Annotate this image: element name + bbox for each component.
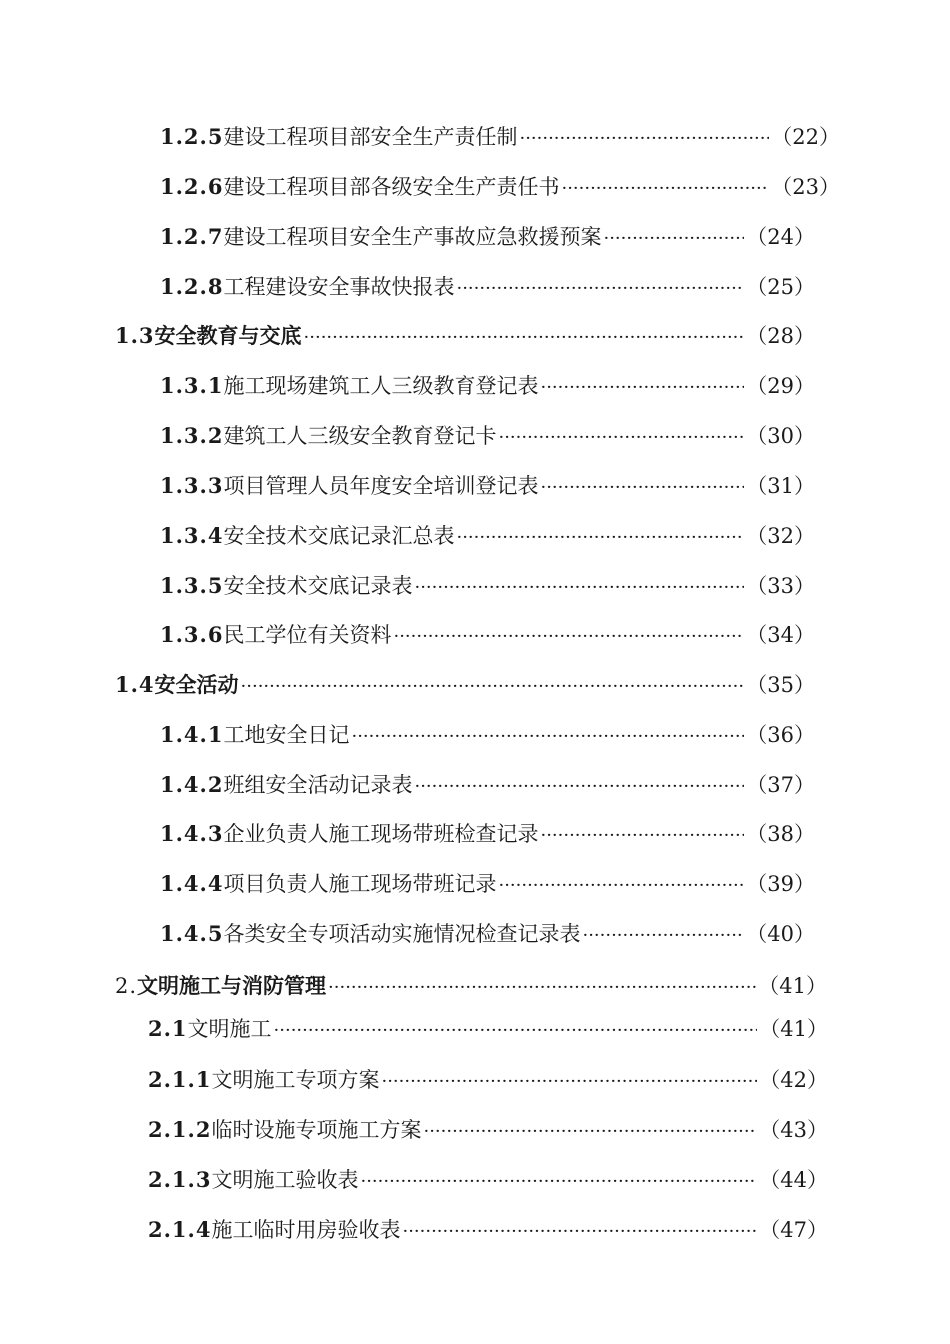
- toc-entry-page: （33）: [746, 574, 815, 598]
- toc-entry-page: （28）: [746, 324, 815, 348]
- toc-leader-dots: [456, 272, 744, 302]
- toc-entry-number: 2.1.2: [148, 1117, 212, 1142]
- toc-leader-dots: [519, 122, 769, 152]
- toc-entry-number: 1.2.5: [160, 124, 224, 149]
- toc-entry-page: （31）: [746, 474, 815, 498]
- toc-entry-number: 1.2.7: [160, 224, 224, 249]
- toc-entry-number: 2.1: [148, 1016, 188, 1041]
- toc-leader-dots: [423, 1115, 757, 1145]
- toc-entry-page: （41）: [759, 1017, 828, 1041]
- toc-entry-title: 安全教育与交底: [154, 323, 302, 348]
- toc-entry: [160, 471, 815, 501]
- toc-chapter: [115, 971, 827, 1001]
- toc-entry-page: （36）: [746, 723, 815, 747]
- toc-entry: [160, 421, 815, 451]
- toc-leader-dots: [561, 172, 769, 202]
- toc-entry-title: 工地安全日记: [223, 723, 350, 747]
- toc-entry-number: 1.4: [115, 672, 155, 697]
- toc-entry: [160, 222, 815, 252]
- toc-entry-number: 1.4.4: [160, 871, 224, 896]
- toc-entry-title: 文明施工: [187, 1017, 272, 1041]
- toc-entry: [160, 869, 815, 899]
- toc-entry-number: 1.3.2: [160, 423, 224, 448]
- toc-entry-title: 施工临时用房验收表: [211, 1218, 401, 1242]
- toc-entry: [160, 521, 815, 551]
- toc-entry: [160, 571, 815, 601]
- toc-entry: [160, 172, 840, 202]
- toc-entry-number: 2.1.3: [148, 1167, 212, 1192]
- toc-entry-title: 民工学位有关资料: [223, 623, 392, 647]
- toc-leader-dots: [540, 371, 744, 401]
- toc-entry-page: （34）: [746, 623, 815, 647]
- toc-entry-title: 施工现场建筑工人三级教育登记表: [223, 374, 539, 398]
- toc-entry-number: 1.3: [115, 323, 155, 348]
- toc-leader-dots: [304, 321, 745, 351]
- toc-entry-page: （43）: [759, 1118, 828, 1142]
- toc-entry-page: （24）: [746, 225, 815, 249]
- toc-entry-title: 项目管理人员年度安全培训登记表: [223, 474, 539, 498]
- toc-entry-number: 1.3.4: [160, 523, 224, 548]
- toc-leader-dots: [414, 571, 744, 601]
- toc-leader-dots: [241, 670, 745, 700]
- toc-entry-title: 建设工程项目部安全生产责任制: [223, 125, 518, 149]
- toc-leader-dots: [603, 222, 744, 252]
- toc-entry-page: （29）: [746, 374, 815, 398]
- toc-entry: [160, 770, 815, 800]
- toc-entry: [160, 122, 840, 152]
- toc-entry: [148, 1115, 828, 1145]
- toc-entry-number: 1.3.5: [160, 573, 224, 598]
- toc-entry-title: 工程建设安全事故快报表: [223, 275, 455, 299]
- toc-entry-page: （37）: [746, 773, 815, 797]
- toc-entry: [160, 371, 815, 401]
- toc-entry-number: 1.4.2: [160, 772, 224, 797]
- toc-entry-page: （39）: [746, 872, 815, 896]
- toc-entry-number: 2.1.4: [148, 1217, 212, 1242]
- toc-entry-number: 1.2.8: [160, 274, 224, 299]
- toc-entry: [160, 919, 815, 949]
- toc-leader-dots: [274, 1014, 758, 1044]
- toc-entry: [160, 620, 815, 650]
- toc-entry: [148, 1065, 828, 1095]
- toc-leader-dots: [414, 770, 744, 800]
- toc-entry-number: 1.4.1: [160, 722, 224, 747]
- toc-leader-dots: [540, 819, 744, 849]
- toc-entry-number: 1.4.3: [160, 821, 224, 846]
- toc-entry: [148, 1215, 828, 1245]
- toc-entry-page: （25）: [746, 275, 815, 299]
- toc-section: [115, 321, 815, 351]
- toc-entry-title: 各类安全专项活动实施情况检查记录表: [223, 922, 581, 946]
- toc-entry-number: 2.1.1: [148, 1067, 212, 1092]
- toc-entry-title: 班组安全活动记录表: [223, 773, 413, 797]
- toc-entry-title: 建筑工人三级安全教育登记卡: [223, 424, 497, 448]
- toc-entry-page: （40）: [746, 922, 815, 946]
- toc-leader-dots: [582, 919, 744, 949]
- toc-entry: [160, 272, 815, 302]
- toc-entry-title: 企业负责人施工现场带班检查记录: [223, 822, 539, 846]
- toc-entry-number: 2.: [115, 974, 138, 998]
- toc-entry-title: 临时设施专项施工方案: [211, 1118, 422, 1142]
- toc-section: [115, 670, 815, 700]
- toc-leader-dots: [498, 869, 744, 899]
- toc-leader-dots: [402, 1215, 757, 1245]
- toc-entry-page: （44）: [759, 1168, 828, 1192]
- toc-entry-page: （32）: [746, 524, 815, 548]
- toc-leader-dots: [498, 421, 744, 451]
- toc-leader-dots: [360, 1165, 757, 1195]
- toc-entry-number: 1.3.1: [160, 373, 224, 398]
- toc-entry-page: （38）: [746, 822, 815, 846]
- toc-entry-number: 1.4.5: [160, 921, 224, 946]
- toc-entry-page: （23）: [771, 175, 840, 199]
- toc-entry-page: （30）: [746, 424, 815, 448]
- toc-entry-page: （41）: [758, 974, 827, 998]
- toc-entry-title: 文明施工专项方案: [211, 1068, 380, 1092]
- toc-entry-number: 1.2.6: [160, 174, 224, 199]
- toc-entry-page: （47）: [759, 1218, 828, 1242]
- toc-entry-page: （22）: [771, 125, 840, 149]
- toc-entry-title: 安全技术交底记录汇总表: [223, 524, 455, 548]
- toc-entry-page: （35）: [746, 673, 815, 697]
- toc-section: [148, 1014, 828, 1044]
- toc-entry: [160, 819, 815, 849]
- toc-entry-title: 文明施工与消防管理: [137, 973, 327, 998]
- toc-entry-title: 项目负责人施工现场带班记录: [223, 872, 497, 896]
- toc-entry-title: 建设工程项目部各级安全生产责任书: [223, 175, 560, 199]
- toc-leader-dots: [351, 720, 744, 750]
- toc-entry-number: 1.3.6: [160, 622, 224, 647]
- toc-leader-dots: [393, 620, 744, 650]
- toc-entry-page: （42）: [759, 1068, 828, 1092]
- toc-entry: [160, 720, 815, 750]
- toc-entry-title: 安全技术交底记录表: [223, 574, 413, 598]
- toc-entry-title: 建设工程项目安全生产事故应急救援预案: [223, 225, 602, 249]
- toc-entry: [148, 1165, 828, 1195]
- toc-entry-title: 安全活动: [154, 672, 239, 697]
- toc-leader-dots: [381, 1065, 757, 1095]
- toc-leader-dots: [328, 971, 756, 1001]
- toc-leader-dots: [456, 521, 744, 551]
- toc-entry-title: 文明施工验收表: [211, 1168, 359, 1192]
- toc-entry-number: 1.3.3: [160, 473, 224, 498]
- toc-leader-dots: [540, 471, 744, 501]
